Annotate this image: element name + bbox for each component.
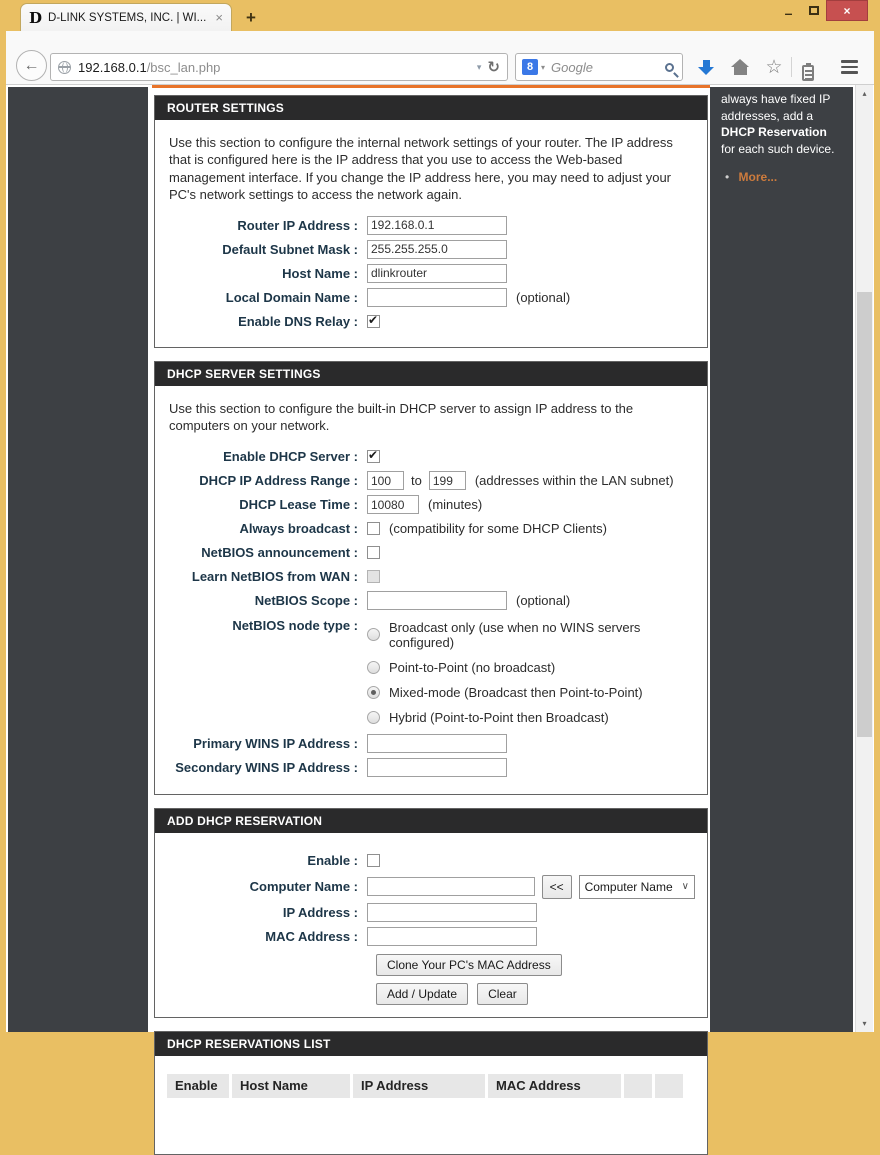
help-text: always have fixed IP addresses, add a DHCP Reservation for each such device. [721,92,835,156]
bookmarks-menu-button[interactable] [802,65,814,81]
node-type-radio-mixed[interactable] [367,686,380,699]
download-arrow-icon [698,67,714,75]
reservations-table-header [167,1074,695,1098]
field-label: Learn NetBIOS from WAN : [191,569,358,585]
help-panel [710,87,853,1032]
url-host: 192.168.0.1 [78,59,147,75]
enable-dhcp-checkbox[interactable] [367,450,380,463]
node-type-radio-hybrid[interactable] [367,711,380,724]
field-label: IP Address : [282,905,358,921]
field-suffix: (addresses within the LAN subnet) [474,473,674,489]
field-suffix: (optional) [516,289,571,305]
column-header: IP Address [353,1074,485,1098]
section-description: Use this section to configure the internal network settings of your router. The IP address that is configured here is the IP address that you use to access the Web-based management interface. If you change the IP address here, you may need to adjust your PC's network settings to access the network again. [169,135,673,202]
download-icon [703,60,710,67]
field-label: Always broadcast : [239,521,358,537]
toolbar-separator [791,57,792,77]
title-bar [0,0,880,31]
field-label: NetBIOS node type : [232,617,358,633]
netbios-scope-input[interactable] [367,591,507,610]
url-dropdown-icon[interactable]: ▾ [476,61,482,72]
back-button[interactable] [16,50,47,81]
browser-tab[interactable] [20,3,232,31]
scrollbar[interactable] [855,85,873,1032]
scroll-down-icon[interactable]: ▾ [862,1019,867,1028]
add-dhcp-reservation-section [154,808,708,1018]
dhcp-lease-input[interactable] [367,495,419,514]
page-content [152,85,710,1093]
field-label: DHCP Lease Time : [239,497,358,513]
new-tab-button[interactable]: + [246,8,256,27]
field-label: Router IP Address : [237,217,358,233]
maximize-button[interactable] [801,0,826,20]
node-type-radio-p2p[interactable] [367,661,380,674]
home-icon [731,59,749,67]
dhcp-range-to-input[interactable] [429,471,466,490]
radio-label: Mixed-mode (Broadcast then Point-to-Point) [389,684,643,700]
page-viewport [6,85,874,1093]
node-type-radio-broadcast[interactable] [367,628,380,641]
menu-icon [841,60,858,63]
tab-title: D-LINK SYSTEMS, INC. | WI... [48,11,207,24]
field-suffix: (compatibility for some DHCP Clients) [389,521,607,537]
scroll-up-icon[interactable]: ▴ [862,89,867,98]
field-label: NetBIOS announcement : [201,545,358,561]
header-accent-line [152,85,710,88]
select-value: Computer Name [584,879,673,894]
url-path: /bsc_lan.php [146,59,221,75]
column-header: Host Name [232,1074,350,1098]
primary-wins-input[interactable] [367,734,507,753]
secondary-wins-input[interactable] [367,758,507,777]
copy-left-button[interactable]: << [542,875,572,899]
search-placeholder: Google [551,59,593,75]
clone-mac-button[interactable]: Clone Your PC's MAC Address [376,954,562,976]
radio-label: Point-to-Point (no broadcast) [389,659,556,675]
reservation-ip-input[interactable] [367,903,537,922]
field-label: Enable DNS Relay : [238,313,358,329]
netbios-node-type-group [367,615,695,730]
engine-dropdown-icon[interactable]: ▾ [541,62,546,72]
dhcp-range-from-input[interactable] [367,471,404,490]
always-broadcast-checkbox[interactable] [367,522,380,535]
minimize-button[interactable]: – [784,5,793,21]
home-body-icon [734,67,747,75]
column-header [624,1074,652,1098]
help-bold: DHCP Reservation [721,125,827,140]
field-label: Computer Name : [249,879,358,895]
computer-name-select[interactable] [579,875,695,899]
field-label: Host Name : [282,265,358,281]
field-label: Enable : [307,853,358,869]
clear-button[interactable]: Clear [477,983,528,1005]
radio-label: Broadcast only (use when no WINS servers configured) [389,619,641,650]
reservation-mac-input[interactable] [367,927,537,946]
reload-icon[interactable]: ↻ [487,59,500,76]
scrollbar-thumb[interactable] [857,292,872,737]
search-icon[interactable] [665,63,674,72]
window-controls [776,0,868,21]
section-title: DHCP RESERVATIONS LIST [155,1032,707,1056]
radio-label: Hybrid (Point-to-Point then Broadcast) [389,709,609,725]
dns-relay-checkbox[interactable] [367,315,380,328]
column-header: Enable [167,1074,229,1098]
bullet-icon: • [725,170,730,185]
subnet-mask-input[interactable] [367,240,507,259]
host-name-input[interactable] [367,264,507,283]
learn-netbios-checkbox [367,570,380,583]
field-label: Enable DHCP Server : [223,449,358,465]
back-arrow-icon: ← [23,56,40,74]
field-label: Local Domain Name : [225,289,358,305]
netbios-announcement-checkbox[interactable] [367,546,380,559]
column-header: MAC Address [488,1074,621,1098]
more-link[interactable]: More... [738,170,778,185]
close-button[interactable]: × [826,0,868,21]
google-engine-icon[interactable]: 8 [522,59,538,75]
menu-button[interactable] [834,53,864,81]
range-to-word: to [411,473,422,489]
dhcp-reservations-list-section [154,1031,708,1155]
tab-close-icon[interactable]: × [215,10,223,25]
page-left-panel [8,87,148,1032]
downloads-button[interactable] [691,53,721,81]
local-domain-input[interactable] [367,288,507,307]
url-bar[interactable] [50,53,508,81]
dlink-favicon-icon: D [29,8,43,27]
section-title: DHCP SERVER SETTINGS [155,362,707,386]
globe-icon [58,61,71,74]
router-ip-input[interactable] [367,216,507,235]
add-update-button[interactable]: Add / Update [376,983,468,1005]
search-bar[interactable] [515,53,683,81]
field-label: DHCP IP Address Range : [199,473,358,489]
field-label: Default Subnet Mask : [222,241,358,257]
computer-name-input[interactable] [367,877,535,896]
section-description: Use this section to configure the built-in DHCP server to assign IP address to the computers on your network. [169,401,634,434]
field-suffix: (minutes) [428,497,483,513]
reservation-enable-checkbox[interactable] [367,854,380,867]
section-title: ADD DHCP RESERVATION [155,809,707,833]
dhcp-server-settings-section [154,361,708,795]
maximize-icon [809,6,819,15]
field-label: Primary WINS IP Address : [193,736,358,752]
chevron-down-icon: ∨ [681,881,689,893]
section-title: ROUTER SETTINGS [155,96,707,120]
field-label: MAC Address : [265,929,358,945]
field-suffix: (optional) [516,593,571,609]
bookmark-star-button[interactable]: ☆ [765,56,783,78]
field-label: Secondary WINS IP Address : [175,760,358,776]
home-button[interactable] [723,53,757,81]
navigation-toolbar [6,31,874,85]
router-settings-section [154,95,708,348]
field-label: NetBIOS Scope : [254,593,358,609]
column-header [655,1074,683,1098]
